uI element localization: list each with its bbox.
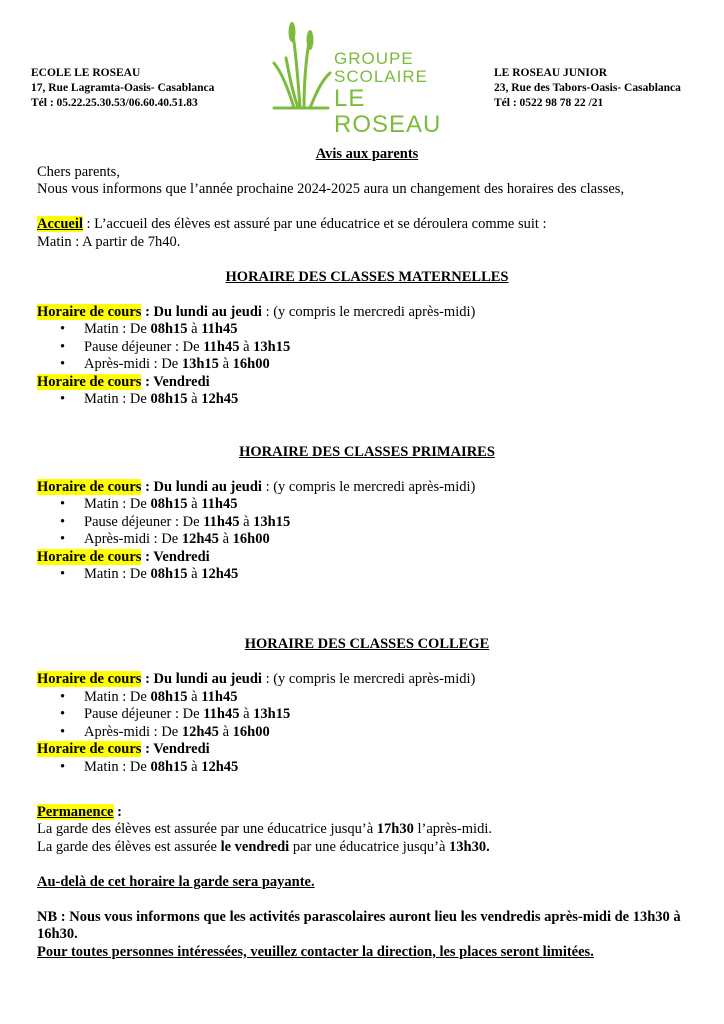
schedule-item: • Après-midi : De 12h45 à 16h00 xyxy=(82,531,697,549)
schedule-item: • Après-midi : De 13h15 à 16h00 xyxy=(82,356,697,374)
horaire-label: Horaire de cours xyxy=(37,373,142,390)
schedule-item: • Matin : De 08h15 à 12h45 xyxy=(82,391,697,409)
schedule-item: • Pause déjeuner : De 11h45 à 13h15 xyxy=(82,706,697,724)
notice-body xyxy=(37,146,697,961)
friday-heading: Horaire de cours : Vendredi xyxy=(37,548,210,565)
section-title: HORAIRE DES CLASSES COLLEGE xyxy=(244,636,490,652)
intro-line: Nous vous informons que l’année prochaine 2024-2025 aura un changement des horaires des classes, xyxy=(37,181,625,197)
school-left-address: 17, Rue Lagramta-Oasis- Casablanca xyxy=(31,82,215,94)
week-heading: Horaire de cours : Du lundi au jeudi : (y compris le mercredi après-midi) xyxy=(37,303,476,320)
school-right-address: 23, Rue des Tabors-Oasis- Casablanca xyxy=(494,82,681,94)
school-left-phone: Tél : 05.22.25.30.53/06.60.40.51.83 xyxy=(31,97,198,109)
permanence-line1: La garde des élèves est assurée par une éducatrice jusqu’à 17h30 l’après-midi. xyxy=(37,821,492,837)
accueil-matin: Matin : A partir de 7h40. xyxy=(37,233,181,250)
school-right-info xyxy=(494,66,681,111)
permanence-line2: La garde des élèves est assurée le vendredi par une éducatrice jusqu’à 13h30. xyxy=(37,838,490,855)
logo xyxy=(270,18,460,138)
horaire-label: Horaire de cours xyxy=(37,478,142,495)
permanence-heading: Permanence : xyxy=(37,803,122,820)
schedule-item: • Après-midi : De 12h45 à 16h00 xyxy=(82,724,697,742)
school-left-name: ECOLE LE ROSEAU xyxy=(31,67,141,79)
friday-schedule xyxy=(37,759,697,777)
horaire-label: Horaire de cours xyxy=(37,741,142,757)
friday-heading: Horaire de cours : Vendredi xyxy=(37,373,210,390)
week-schedule xyxy=(37,689,697,742)
week-heading: Horaire de cours : Du lundi au jeudi : (y compris le mercredi après-midi) xyxy=(37,671,476,687)
schedule-item: • Matin : De 08h15 à 11h45 xyxy=(82,496,697,514)
section-title: HORAIRE DES CLASSES PRIMAIRES xyxy=(239,443,495,460)
schedule-item: • Matin : De 08h15 à 12h45 xyxy=(82,566,697,584)
schedule-item: • Matin : De 08h15 à 11h45 xyxy=(82,689,697,707)
horaire-label: Horaire de cours xyxy=(37,303,142,320)
accueil-line: Accueil : L’accueil des élèves est assuré par une éducatrice et se déroulera comme suit : xyxy=(37,216,547,232)
school-right-name: LE ROSEAU JUNIOR xyxy=(494,67,608,79)
week-heading: Horaire de cours : Du lundi au jeudi : (y compris le mercredi après-midi) xyxy=(37,478,476,495)
accueil-label: Accueil xyxy=(37,216,83,232)
horaire-label: Horaire de cours xyxy=(37,671,142,687)
friday-schedule xyxy=(37,566,697,584)
schedule-item: • Matin : De 08h15 à 12h45 xyxy=(82,759,697,777)
contact-notice: Pour toutes personnes intéressées, veuillez contacter la direction, les places seront limitées. xyxy=(37,943,594,960)
school-right-phone: Tél : 0522 98 78 22 /21 xyxy=(494,97,604,109)
school-left-info xyxy=(31,66,214,111)
reed-icon xyxy=(270,18,332,110)
logo-line2: SCOLAIRE xyxy=(334,67,428,86)
logo-line3: LE ROSEAU xyxy=(334,85,442,138)
notice-title: Avis aux parents xyxy=(315,146,419,162)
schedule-item: • Pause déjeuner : De 11h45 à 13h15 xyxy=(82,514,697,532)
friday-heading: Horaire de cours : Vendredi xyxy=(37,741,210,757)
paid-notice: Au-delà de cet horaire la garde sera payante. xyxy=(37,873,315,890)
week-schedule xyxy=(37,496,697,549)
logo-line1: GROUPE xyxy=(334,49,414,68)
nb-notice: NB : Nous vous informons que les activités parascolaires auront lieu les vendredis après-midi de 13h30 à 16h30. xyxy=(37,908,681,942)
friday-schedule xyxy=(37,391,697,409)
schedule-item: • Pause déjeuner : De 11h45 à 13h15 xyxy=(82,339,697,357)
section-title: HORAIRE DES CLASSES MATERNELLES xyxy=(225,268,509,285)
permanence-label: Permanence xyxy=(37,803,114,820)
schedule-item: • Matin : De 08h15 à 11h45 xyxy=(82,321,697,339)
week-schedule xyxy=(37,321,697,374)
greeting: Chers parents, xyxy=(37,163,120,180)
horaire-label: Horaire de cours xyxy=(37,548,142,565)
